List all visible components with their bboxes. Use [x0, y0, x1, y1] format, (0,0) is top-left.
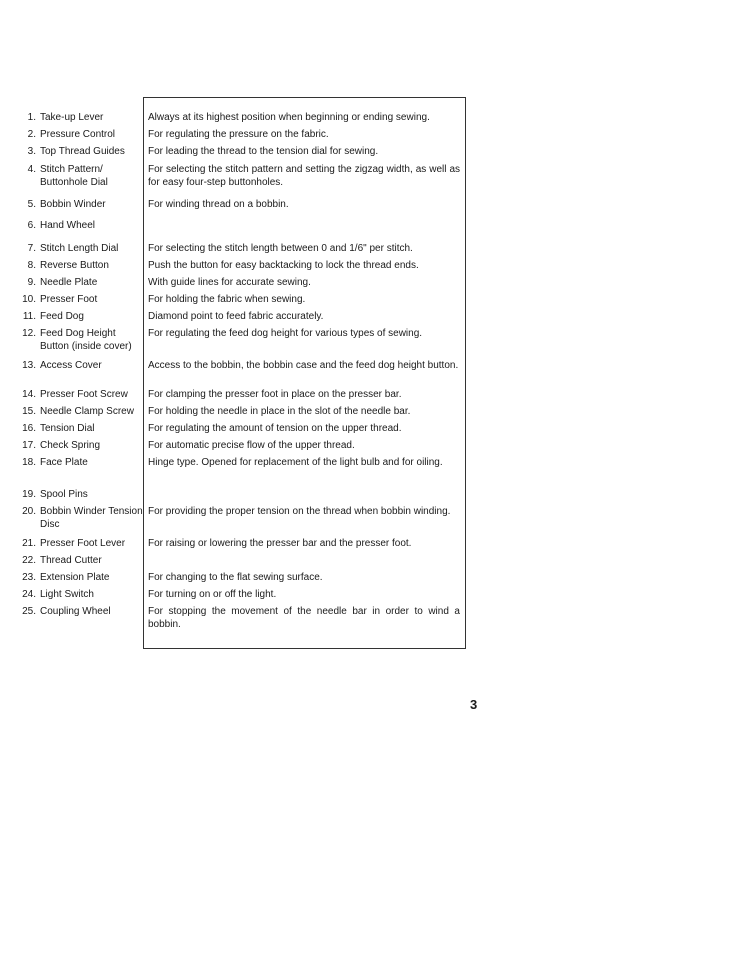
- part-name: Bobbin Winder: [40, 199, 106, 210]
- part-number: 25.: [22, 606, 36, 617]
- part-description: For raising or lowering the presser bar and the presser foot.: [148, 538, 412, 549]
- part-description: For leading the thread to the tension dial for sewing.: [148, 146, 379, 157]
- part-description: Diamond point to feed fabric accurately.: [148, 311, 324, 322]
- part-number: 2.: [27, 129, 36, 140]
- part-number: 13.: [22, 360, 36, 371]
- part-name: Presser Foot Screw: [40, 389, 128, 400]
- part-description: For holding the needle in place in the slot of the needle bar.: [148, 406, 411, 417]
- part-name: Take-up Lever: [40, 112, 104, 123]
- part-name: Presser Foot: [40, 294, 98, 305]
- part-number: 19.: [22, 489, 36, 500]
- part-name: Coupling Wheel: [40, 606, 111, 617]
- part-number: 18.: [22, 457, 36, 468]
- part-number: 11.: [22, 311, 36, 322]
- part-number: 1.: [27, 112, 36, 123]
- part-description: For turning on or off the light.: [148, 589, 277, 600]
- part-description: For selecting the stitch length between 0 and 1/6" per stitch.: [148, 243, 413, 254]
- part-description: For winding thread on a bobbin.: [148, 199, 289, 210]
- part-description: For clamping the presser foot in place on the presser bar.: [148, 389, 402, 400]
- part-name: Top Thread Guides: [40, 146, 125, 157]
- part-name: Reverse Button: [40, 260, 109, 271]
- part-name: Presser Foot Lever: [40, 538, 126, 549]
- part-number: 16.: [22, 423, 36, 434]
- part-name: Light Switch: [40, 589, 94, 600]
- part-description: Push the button for easy backtacking to lock the thread ends.: [148, 260, 419, 271]
- part-number: 9.: [27, 277, 36, 288]
- part-number: 15.: [22, 406, 36, 417]
- part-name: Tension Dial: [40, 423, 95, 434]
- part-name: Check Spring: [40, 440, 101, 451]
- part-description: Hinge type. Opened for replacement of the light bulb and for oiling.: [148, 457, 443, 468]
- part-number: 5.: [27, 199, 36, 210]
- part-number: 10.: [22, 294, 36, 305]
- page-number: 3: [470, 697, 478, 712]
- part-number: 20.: [22, 506, 36, 517]
- part-description: For automatic precise flow of the upper thread.: [148, 440, 355, 451]
- part-description: Access to the bobbin, the bobbin case and the feed dog height button.: [148, 360, 459, 371]
- part-description: Always at its highest position when beginning or ending sewing.: [148, 112, 430, 123]
- part-name: Bobbin Winder Tension Disc: [40, 506, 143, 530]
- part-number: 24.: [22, 589, 36, 600]
- part-number: 4.: [27, 164, 36, 175]
- part-name: Feed Dog: [40, 311, 84, 322]
- part-name: Stitch Pattern/ Buttonhole Dial: [40, 164, 108, 188]
- part-description: For changing to the flat sewing surface.: [148, 572, 323, 583]
- part-number: 6.: [27, 220, 36, 231]
- part-description: For holding the fabric when sewing.: [148, 294, 306, 305]
- part-description: For regulating the amount of tension on the upper thread.: [148, 423, 402, 434]
- part-name: Spool Pins: [40, 489, 88, 500]
- part-name: Access Cover: [40, 360, 102, 371]
- part-description: For regulating the feed dog height for various types of sewing.: [148, 328, 423, 339]
- part-number: 7.: [27, 243, 36, 254]
- part-number: 23.: [22, 572, 36, 583]
- part-description: For selecting the stitch pattern and setting the zigzag width, as well as for easy four-step buttonholes.: [148, 164, 460, 188]
- part-description: With guide lines for accurate sewing.: [148, 277, 311, 288]
- part-description: For regulating the pressure on the fabric.: [148, 129, 329, 140]
- part-number: 17.: [22, 440, 36, 451]
- part-number: 21.: [22, 538, 36, 549]
- part-description: For providing the proper tension on the thread when bobbin winding.: [148, 506, 451, 517]
- part-name: Needle Clamp Screw: [40, 406, 134, 417]
- part-name: Hand Wheel: [40, 220, 96, 231]
- part-number: 8.: [27, 260, 36, 271]
- part-name: Extension Plate: [40, 572, 110, 583]
- part-name: Needle Plate: [40, 277, 98, 288]
- part-name: Thread Cutter: [40, 555, 102, 566]
- part-name: Face Plate: [40, 457, 88, 468]
- part-number: 3.: [27, 146, 36, 157]
- part-number: 14.: [22, 389, 36, 400]
- part-number: 12.: [22, 328, 36, 339]
- part-description: For stopping the movement of the needle bar in order to wind a bobbin.: [148, 606, 460, 630]
- part-number: 22.: [22, 555, 36, 566]
- part-name: Feed Dog Height Button (inside cover): [40, 328, 132, 352]
- part-name: Stitch Length Dial: [40, 243, 119, 254]
- part-name: Pressure Control: [40, 129, 116, 140]
